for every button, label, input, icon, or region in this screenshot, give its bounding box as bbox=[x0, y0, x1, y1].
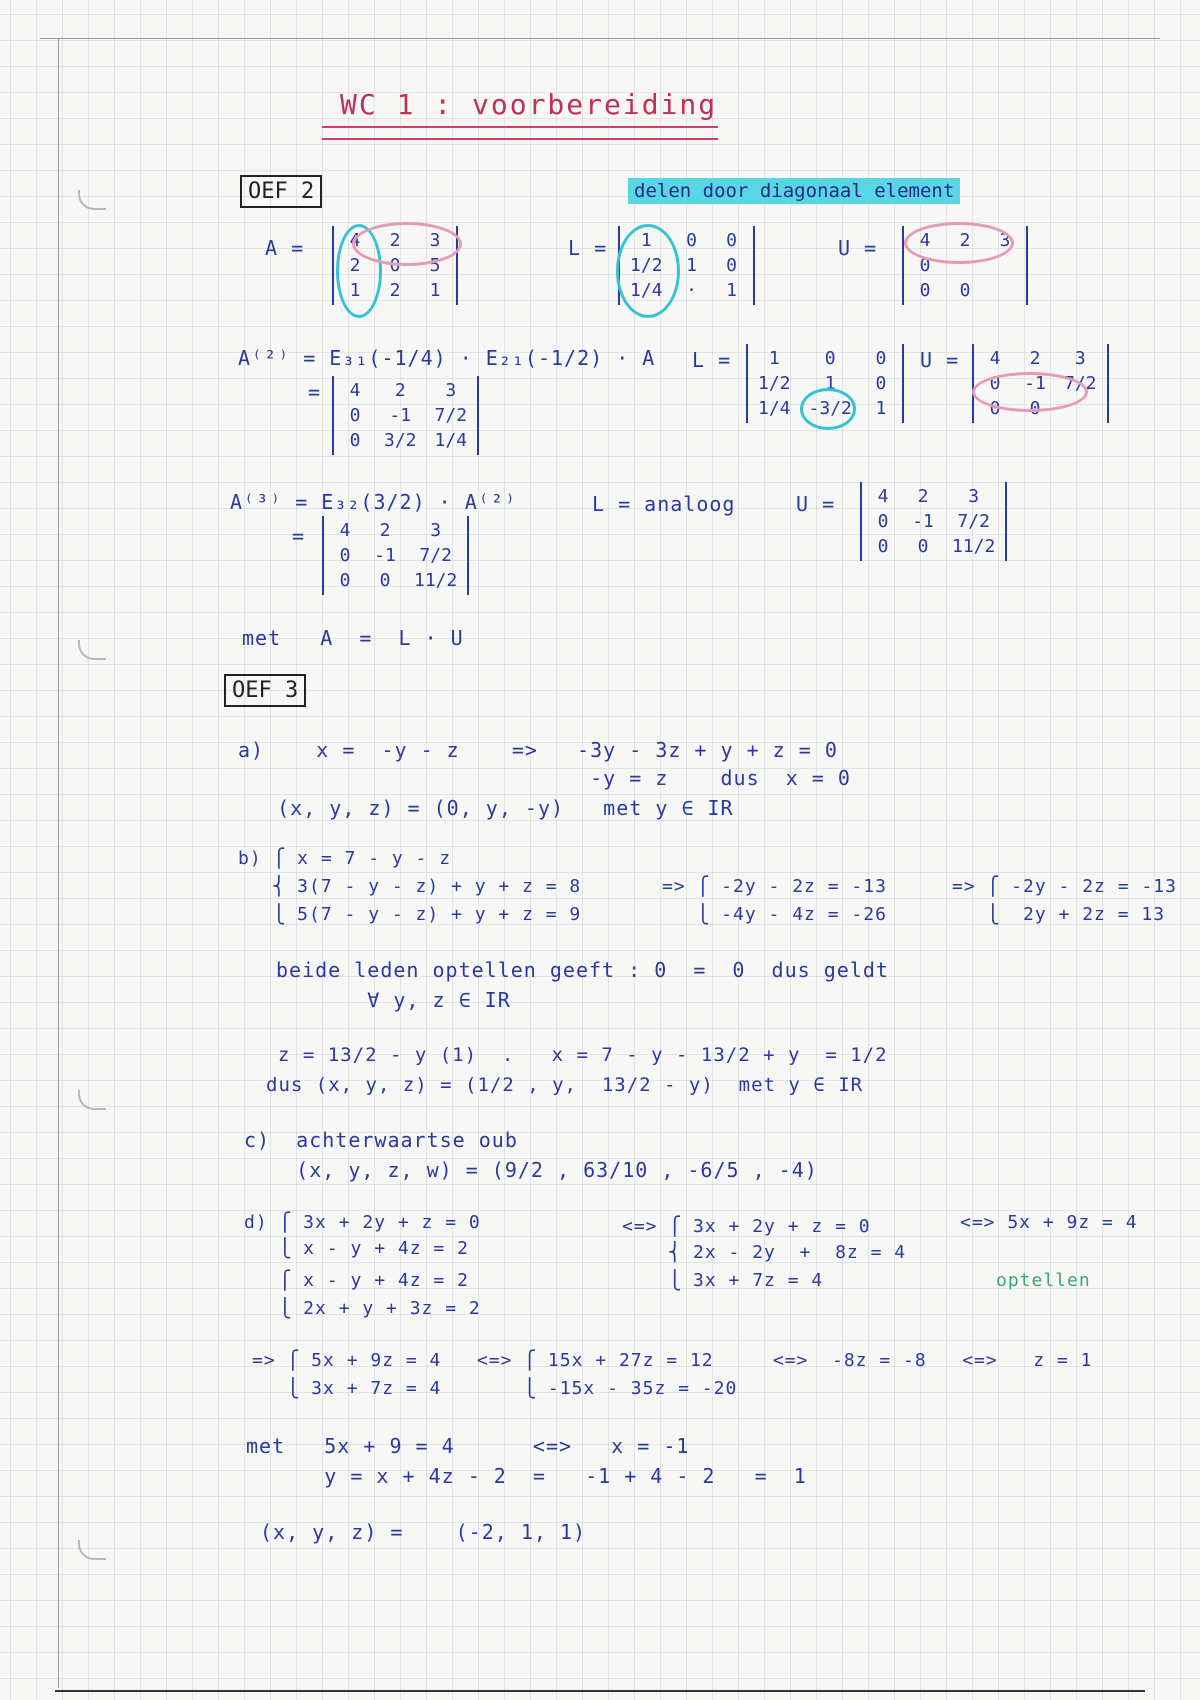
matrix-entry bbox=[994, 255, 1016, 276]
matrix-entry: 7/2 bbox=[957, 511, 990, 532]
matrix-entry: 3 bbox=[430, 520, 442, 541]
matrix-entry: 3 bbox=[1074, 348, 1086, 369]
matrix-entry: 0 bbox=[389, 255, 401, 276]
optellen-annotation: optellen bbox=[996, 1270, 1091, 1291]
matrix-entry: 4 bbox=[339, 520, 351, 541]
matrix-entry: 0 bbox=[726, 230, 737, 251]
matrix-entry: -1 bbox=[1024, 373, 1046, 394]
step-a3-equation: A⁽³⁾ = E₃₂(3/2) · A⁽²⁾ bbox=[230, 490, 517, 514]
matrix-entry: 11/2 bbox=[414, 570, 458, 591]
part-d-system: ⎧ x - y + 4z = 2 bbox=[244, 1270, 469, 1291]
matrix-entry: 11/2 bbox=[952, 536, 996, 557]
part-a-line: a) x = -y - z => -3y - 3z + y + z = 0 bbox=[238, 738, 838, 762]
title-underline bbox=[322, 138, 718, 140]
part-b-solution: dus (x, y, z) = (1/2 , y, 13/2 - y) met y ∈ IR bbox=[266, 1074, 864, 1096]
matrix-entry: 0 bbox=[379, 570, 391, 591]
part-c-line: c) achterwaartse oub bbox=[244, 1128, 518, 1152]
matrix-entry: 1 bbox=[726, 280, 737, 301]
matrix-entry: 0 bbox=[875, 348, 887, 369]
matrix-entry: 7/2 bbox=[434, 405, 468, 426]
part-d-step: <=> ⎧ 3x + 2y + z = 0 bbox=[622, 1216, 871, 1237]
conclusion-a-equals-lu: met A = L · U bbox=[242, 626, 464, 650]
step-a2-equals: = bbox=[308, 380, 322, 404]
left-margin-line bbox=[58, 38, 59, 1688]
part-d-step: ⎨ 2x - 2y + 8z = 4 bbox=[622, 1242, 907, 1263]
pink-circle-annotation bbox=[972, 372, 1088, 412]
part-b-step: => ⎧ -2y - 2z = -13 bbox=[952, 876, 1177, 897]
matrix-entry: 0 bbox=[875, 373, 887, 394]
matrix-entry: 0 bbox=[339, 570, 351, 591]
cyan-circle-annotation bbox=[800, 388, 856, 430]
matrix-entry: 2 bbox=[917, 486, 929, 507]
matrix-entry: 5 bbox=[429, 255, 441, 276]
matrix-entry: 0 bbox=[877, 536, 889, 557]
matrix-u2-label: U = bbox=[920, 348, 960, 372]
matrix-entry: -1 bbox=[374, 545, 396, 566]
matrix-entry: 0 bbox=[989, 373, 1001, 394]
matrix-u-label: U = bbox=[838, 236, 878, 260]
matrix-entry: 0 bbox=[349, 430, 361, 451]
matrix-entry: 0 bbox=[919, 280, 931, 301]
matrix-entry: 3/2 bbox=[384, 430, 417, 451]
binder-hole-mark bbox=[78, 1090, 106, 1110]
pink-circle-annotation bbox=[352, 222, 462, 266]
matrix-entry: 1 bbox=[824, 373, 836, 394]
part-b-system: b) ⎧ x = 7 - y - z bbox=[238, 848, 452, 869]
matrix-entry: 4 bbox=[349, 230, 361, 251]
matrix-entry: 0 bbox=[349, 405, 361, 426]
l3-analoog-text: L = analoog bbox=[592, 492, 736, 516]
matrix-entry: 3 bbox=[429, 230, 441, 251]
matrix-entry: 0 bbox=[1029, 398, 1041, 419]
matrix-entry: 0 bbox=[877, 511, 889, 532]
part-d-elimination: => ⎧ 5x + 9z = 4 <=> ⎧ 15x + 27z = 12 <=> -8z = -8 <=> z = 1 bbox=[252, 1350, 1093, 1371]
matrix-u3-label: U = bbox=[796, 492, 836, 516]
part-d-system: ⎩ x - y + 4z = 2 bbox=[244, 1238, 469, 1259]
matrix-entry: 1/2 bbox=[758, 373, 791, 394]
exercise-label-oef2: OEF 2 bbox=[240, 175, 322, 208]
part-d-step: <=> 5x + 9z = 4 bbox=[960, 1212, 1138, 1233]
binder-hole-mark bbox=[78, 190, 106, 210]
matrix-entry: 0 bbox=[917, 536, 929, 557]
part-d-elimination: ⎩ 3x + 7z = 4 ⎩ -15x - 35z = -20 bbox=[252, 1378, 738, 1399]
part-d-step: ⎩ 3x + 7z = 4 bbox=[622, 1270, 824, 1291]
matrix-u3 bbox=[860, 482, 1007, 561]
step-a3-equals: = bbox=[292, 524, 306, 548]
matrix-entry: · bbox=[686, 280, 697, 301]
part-a-line: (x, y, z) = (0, y, -y) met y ∈ IR bbox=[238, 796, 734, 820]
matrix-entry: 7/2 bbox=[1064, 373, 1097, 394]
part-b-step: => ⎧ -2y - 2z = -13 bbox=[662, 876, 887, 897]
part-d-solution: (x, y, z) = (-2, 1, 1) bbox=[260, 1520, 587, 1544]
part-a-line: -y = z dus x = 0 bbox=[238, 766, 851, 790]
part-b-conclusion: ∀ y, z ∈ IR bbox=[276, 988, 511, 1012]
matrix-entry: 0 bbox=[959, 280, 971, 301]
matrix-entry: 4 bbox=[919, 230, 931, 251]
matrix-a-label: A = bbox=[265, 236, 305, 260]
matrix-entry: 1 bbox=[640, 230, 652, 251]
matrix-entry: 2 bbox=[1029, 348, 1041, 369]
part-d-backsub: met 5x + 9 = 4 <=> x = -1 bbox=[246, 1434, 690, 1458]
exercise-label-oef3: OEF 3 bbox=[224, 674, 306, 707]
matrix-entry: 2 bbox=[959, 230, 971, 251]
part-d-backsub: y = x + 4z - 2 = -1 + 4 - 2 = 1 bbox=[246, 1464, 807, 1488]
page-bottom-line bbox=[55, 1690, 1145, 1692]
matrix-entry: 1/2 bbox=[630, 255, 663, 276]
part-d-system: d) ⎧ 3x + 2y + z = 0 bbox=[244, 1212, 481, 1233]
cyan-circle-annotation bbox=[616, 224, 680, 318]
matrix-entry: 0 bbox=[989, 398, 1001, 419]
part-c-line: (x, y, z, w) = (9/2 , 63/10 , -6/5 , -4) bbox=[244, 1158, 818, 1182]
matrix-entry: 0 bbox=[686, 230, 697, 251]
matrix-l2-label: L = bbox=[692, 348, 732, 372]
matrix-entry: 1 bbox=[349, 280, 361, 301]
part-b-step: ⎩ 2y + 2z = 13 bbox=[952, 904, 1166, 925]
part-d-system: ⎩ 2x + y + 3z = 2 bbox=[244, 1298, 481, 1319]
matrix-entry: 2 bbox=[349, 255, 361, 276]
matrix-entry: 1 bbox=[768, 348, 780, 369]
matrix-l-label: L = bbox=[568, 236, 608, 260]
matrix-entry: -3/2 bbox=[808, 398, 852, 419]
pink-circle-annotation bbox=[904, 222, 1014, 264]
matrix-a2 bbox=[332, 376, 479, 455]
matrix-entry: 3 bbox=[968, 486, 980, 507]
matrix-entry: 1 bbox=[686, 255, 697, 276]
matrix-entry: 0 bbox=[824, 348, 836, 369]
page-title: WC 1 : voorbereiding bbox=[340, 88, 718, 121]
part-b-solution: z = 13/2 - y (1) . x = 7 - y - 13/2 + y = 1/2 bbox=[278, 1044, 888, 1066]
matrix-entry: -1 bbox=[912, 511, 934, 532]
part-b-system: ⎨ 3(7 - y - z) + y + z = 8 bbox=[238, 876, 582, 897]
binder-hole-mark bbox=[78, 640, 106, 660]
top-margin-line bbox=[40, 38, 1160, 39]
matrix-a3 bbox=[322, 516, 469, 595]
matrix-entry: 7/2 bbox=[419, 545, 452, 566]
matrix-entry: 4 bbox=[877, 486, 889, 507]
title-underline bbox=[322, 126, 718, 128]
part-b-system: ⎩ 5(7 - y - z) + y + z = 9 bbox=[238, 904, 582, 925]
matrix-entry: 3 bbox=[999, 230, 1011, 251]
part-b-step: ⎩ -4y - 4z = -26 bbox=[662, 904, 887, 925]
matrix-entry: 0 bbox=[339, 545, 351, 566]
binder-hole-mark bbox=[78, 1540, 106, 1560]
highlighted-note: delen door diagonaal element bbox=[628, 178, 960, 204]
matrix-entry: 2 bbox=[394, 380, 406, 401]
matrix-entry: 4 bbox=[349, 380, 361, 401]
matrix-entry: 0 bbox=[919, 255, 931, 276]
matrix-entry: 1 bbox=[429, 280, 441, 301]
matrix-entry: 1/4 bbox=[434, 430, 468, 451]
matrix-entry: 2 bbox=[389, 230, 401, 251]
matrix-entry: 1/4 bbox=[630, 280, 663, 301]
matrix-entry: 2 bbox=[379, 520, 391, 541]
matrix-entry: 0 bbox=[726, 255, 737, 276]
matrix-entry: 4 bbox=[989, 348, 1001, 369]
matrix-entry: -1 bbox=[389, 405, 412, 426]
matrix-entry: 3 bbox=[445, 380, 457, 401]
matrix-entry bbox=[994, 280, 1016, 301]
step-a2-equation: A⁽²⁾ = E₃₁(-1/4) · E₂₁(-1/2) · A bbox=[238, 346, 656, 370]
matrix-entry: 2 bbox=[389, 280, 401, 301]
matrix-entry: 1 bbox=[875, 398, 887, 419]
matrix-entry: 1/4 bbox=[758, 398, 791, 419]
part-b-conclusion: beide leden optellen geeft : 0 = 0 dus geldt bbox=[276, 958, 889, 982]
